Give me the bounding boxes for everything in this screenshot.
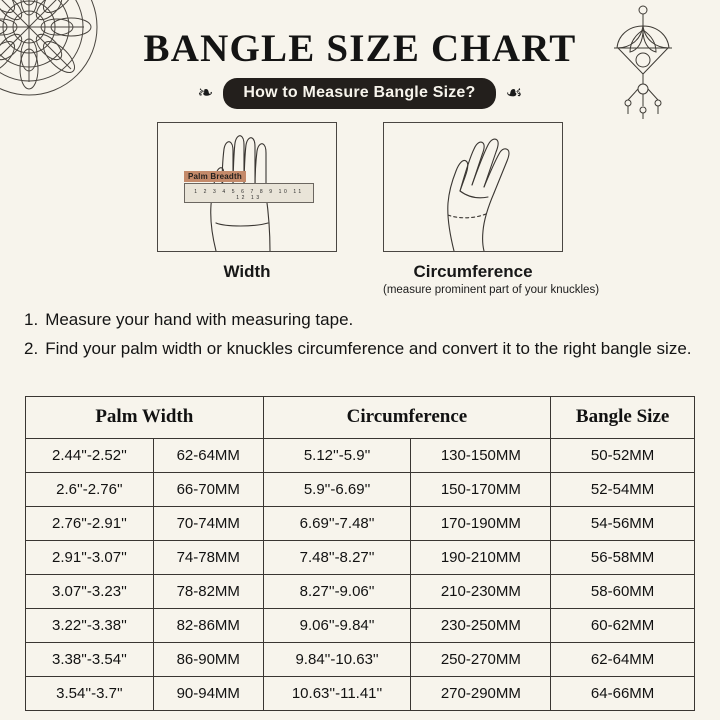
illustration-width	[157, 122, 337, 296]
table-row	[26, 439, 695, 473]
cell-circ-inch: 5.12''-5.9''	[263, 439, 411, 473]
table-row	[26, 609, 695, 643]
cell-circ-mm: 270-290MM	[411, 677, 551, 711]
cell-circ-mm: 250-270MM	[411, 643, 551, 677]
cell-palm-inch: 3.07''-3.23''	[26, 575, 154, 609]
flourish-right-icon: ☙	[505, 83, 523, 104]
cell-bangle-size: 52-54MM	[551, 473, 695, 507]
flourish-left-icon: ❧	[197, 83, 214, 104]
table-body	[26, 439, 695, 711]
cell-palm-inch: 3.38''-3.54''	[26, 643, 154, 677]
table-row	[26, 541, 695, 575]
cell-palm-mm: 74-78MM	[153, 541, 263, 575]
width-caption: Width	[223, 262, 271, 281]
cell-bangle-size: 64-66MM	[551, 677, 695, 711]
ruler-icon: 1 2 3 4 5 6 7 8 9 10 11 12 13	[184, 183, 314, 203]
step-number: 2.	[24, 338, 39, 358]
illustration-circumference	[383, 122, 600, 296]
cell-palm-mm: 78-82MM	[153, 575, 263, 609]
subtitle-banner	[0, 78, 720, 109]
cell-circ-inch: 10.63''-11.41''	[263, 677, 411, 711]
table-row	[26, 473, 695, 507]
cell-circ-inch: 8.27''-9.06''	[263, 575, 411, 609]
circumference-caption: Circumference	[413, 262, 533, 281]
instruction-list	[24, 308, 696, 365]
step-number: 1.	[24, 310, 39, 329]
cell-circ-inch: 9.84''-10.63''	[263, 643, 411, 677]
cell-circ-inch: 6.69''-7.48''	[263, 507, 411, 541]
cell-bangle-size: 50-52MM	[551, 439, 695, 473]
list-item	[24, 337, 696, 362]
cell-circ-mm: 170-190MM	[411, 507, 551, 541]
cell-circ-inch: 5.9''-6.69''	[263, 473, 411, 507]
header-bangle-size: Bangle Size	[551, 397, 695, 439]
circumference-subcaption: (measure prominent part of your knuckles)	[383, 284, 600, 296]
cell-palm-mm: 86-90MM	[153, 643, 263, 677]
step-text: Find your palm width or knuckles circumference and convert it to the right bangle size.	[45, 338, 692, 358]
cell-circ-mm: 230-250MM	[411, 609, 551, 643]
cell-bangle-size: 58-60MM	[551, 575, 695, 609]
how-to-measure-label: How to Measure Bangle Size?	[223, 78, 495, 109]
palm-breadth-label: Palm Breadth	[184, 171, 246, 182]
cell-bangle-size: 54-56MM	[551, 507, 695, 541]
cell-bangle-size: 62-64MM	[551, 643, 695, 677]
cell-bangle-size: 56-58MM	[551, 541, 695, 575]
illustrations	[0, 122, 720, 296]
cell-circ-mm: 150-170MM	[411, 473, 551, 507]
cell-circ-mm: 210-230MM	[411, 575, 551, 609]
circumference-illustration-box	[383, 122, 563, 252]
cell-palm-mm: 62-64MM	[153, 439, 263, 473]
cell-palm-inch: 2.76''-2.91''	[26, 507, 154, 541]
cell-palm-mm: 82-86MM	[153, 609, 263, 643]
size-table	[25, 396, 695, 711]
width-illustration-box	[157, 122, 337, 252]
table-row	[26, 643, 695, 677]
table-row	[26, 677, 695, 711]
cell-circ-mm: 130-150MM	[411, 439, 551, 473]
cell-circ-inch: 7.48''-8.27''	[263, 541, 411, 575]
list-item	[24, 308, 696, 333]
hand-circumference-icon	[384, 123, 563, 252]
size-table-container	[25, 396, 695, 711]
cell-palm-mm: 90-94MM	[153, 677, 263, 711]
cell-palm-inch: 2.91''-3.07''	[26, 541, 154, 575]
cell-palm-inch: 2.6''-2.76''	[26, 473, 154, 507]
cell-palm-inch: 2.44''-2.52''	[26, 439, 154, 473]
cell-circ-mm: 190-210MM	[411, 541, 551, 575]
table-row	[26, 507, 695, 541]
page-title: BANGLE SIZE CHART	[143, 27, 577, 70]
cell-palm-mm: 66-70MM	[153, 473, 263, 507]
step-text: Measure your hand with measuring tape.	[45, 310, 354, 329]
header-palm-width: Palm Width	[26, 397, 264, 439]
cell-palm-inch: 3.22''-3.38''	[26, 609, 154, 643]
header-circumference: Circumference	[263, 397, 551, 439]
table-header-row	[26, 397, 695, 439]
cell-palm-inch: 3.54''-3.7''	[26, 677, 154, 711]
table-row	[26, 575, 695, 609]
cell-bangle-size: 60-62MM	[551, 609, 695, 643]
cell-circ-inch: 9.06''-9.84''	[263, 609, 411, 643]
cell-palm-mm: 70-74MM	[153, 507, 263, 541]
